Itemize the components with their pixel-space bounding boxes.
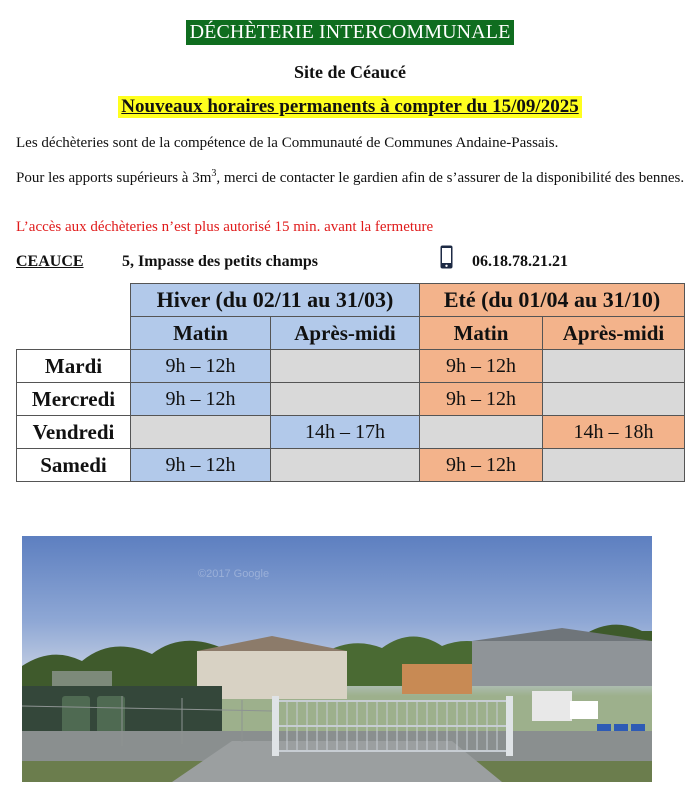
summer-afternoon-header: Après-midi: [543, 317, 685, 350]
apports-text-1: Pour les apports supérieurs à 3m: [16, 170, 212, 186]
season-header-row: [17, 284, 685, 317]
summer-afternoon-cell: [543, 383, 685, 416]
city-name: CEAUCE: [16, 253, 84, 270]
winter-morning-cell: 9h – 12h: [131, 449, 271, 482]
period-header-row: [17, 317, 685, 350]
site-photo: [22, 536, 652, 782]
winter-afternoon-cell: 14h – 17h: [271, 416, 420, 449]
summer-morning-cell: 9h – 12h: [420, 350, 543, 383]
corner-cell: [17, 284, 131, 317]
corner-cell: [17, 317, 131, 350]
winter-afternoon-cell: [271, 449, 420, 482]
address: 5, Impasse des petits champs: [122, 253, 319, 270]
summer-morning-cell: [420, 416, 543, 449]
winter-morning-header: Matin: [131, 317, 271, 350]
cubic-superscript: 3: [211, 168, 217, 179]
access-warning: L’accès aux déchèteries n’est plus autorisé 15 min. avant la fermeture: [16, 219, 434, 235]
day-cell: Mercredi: [17, 383, 131, 416]
day-cell: Mardi: [17, 350, 131, 383]
schedule-table: [16, 283, 685, 482]
phone-number[interactable]: 06.18.78.21.21: [472, 253, 568, 270]
site-photo-drawing: [22, 536, 652, 782]
banner-container: [0, 96, 700, 118]
winter-header: Hiver (du 02/11 au 31/03): [131, 284, 420, 317]
winter-afternoon-cell: [271, 350, 420, 383]
apports-paragraph: [16, 164, 688, 188]
winter-afternoon-cell: [271, 383, 420, 416]
table-row: [17, 383, 685, 416]
title-container: [0, 20, 700, 45]
summer-morning-header: Matin: [420, 317, 543, 350]
winter-morning-cell: 9h – 12h: [131, 383, 271, 416]
table-row: [17, 350, 685, 383]
winter-morning-cell: [131, 416, 271, 449]
day-cell: Samedi: [17, 449, 131, 482]
summer-afternoon-cell: [543, 350, 685, 383]
summer-morning-cell: 9h – 12h: [420, 383, 543, 416]
winter-afternoon-header: Après-midi: [271, 317, 420, 350]
day-cell: Vendredi: [17, 416, 131, 449]
schedule-banner: Nouveaux horaires permanents à compter du 15/09/2025: [118, 96, 581, 118]
site-name: Site de Céaucé: [294, 62, 406, 82]
winter-morning-cell: 9h – 12h: [131, 350, 271, 383]
table-row: [17, 416, 685, 449]
photo-watermark: ©2017 Google: [198, 568, 270, 580]
apports-text-2: , merci de contacter le gardien afin de s’assurer de la disponibilité des bennes.: [216, 170, 685, 186]
summer-afternoon-cell: 14h – 18h: [543, 416, 685, 449]
summer-afternoon-cell: [543, 449, 685, 482]
competence-paragraph: Les déchèteries sont de la compétence de la Communauté de Communes Andaine-Passais.: [16, 135, 559, 151]
contact-line: [16, 251, 688, 275]
summer-header: Eté (du 01/04 au 31/10): [420, 284, 685, 317]
page-title: DÉCHÈTERIE INTERCOMMUNALE: [186, 20, 515, 45]
table-row: [17, 449, 685, 482]
smartphone-icon: [440, 245, 453, 269]
summer-morning-cell: 9h – 12h: [420, 449, 543, 482]
